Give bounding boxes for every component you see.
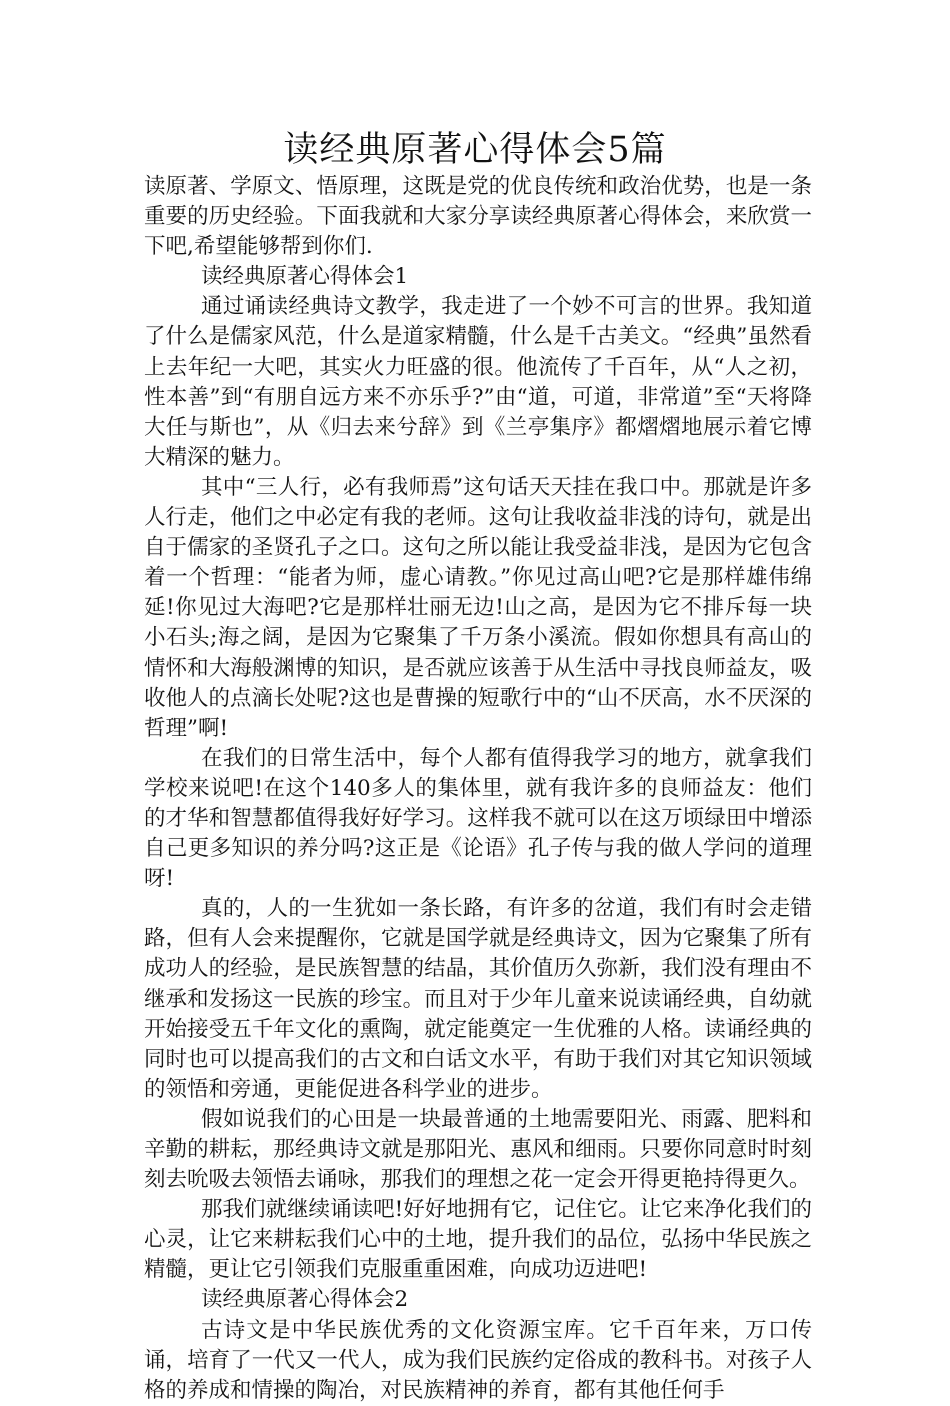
body-paragraph: 那我们就继续诵读吧!好好地拥有它，记住它。让它来净化我们的心灵，让它来耕耘我们心中的土地，提升我们的品位，弘扬中华民族之精髓，更让它引领我们克服重重困难，向成功迈进吧! bbox=[144, 1197, 812, 1283]
intro-paragraph: 读原著、学原文、悟原理，这既是党的优良传统和政治优势，也是一条重要的历史经验。下面我就和大家分享读经典原著心得体会，来欣赏一下吧,希望能够帮到你们. bbox=[144, 174, 812, 260]
body-paragraph: 其中“三人行，必有我师焉”这句话天天挂在我口中。那就是许多人行走，他们之中必定有我的老师。这句让我收益非浅的诗句，就是出自于儒家的圣贤孔子之口。这句之所以能让我受益非浅，是因为它包含着一个哲理：“能者为师，虚心请教。”你见过高山吧?它是那样雄伟绵延!你见过大海吧?它是那样壮丽无边!山之高，是因为它不排斥每一块小石头;海之阔，是因为它聚集了千万条小溪流。假如你想具有高山的情怀和大海般渊博的知识，是否就应该善于从生活中寻找良师益友，吸收他人的点滴长处呢?这也是曹操的短歌行中的“山不厌高，水不厌深的哲理”啊! bbox=[144, 474, 812, 741]
body-paragraph: 假如说我们的心田是一块最普通的土地需要阳光、雨露、肥料和辛勤的耕耘，那经典诗文就是那阳光、惠风和细雨。只要你同意时时刻刻去吮吸去领悟去诵咏，那我们的理想之花一定会开得更艳持得更久。 bbox=[144, 1106, 812, 1193]
document-title: 读经典原著心得体会5篇 bbox=[283, 130, 667, 170]
document-body bbox=[144, 172, 812, 1406]
section-heading-2: 读经典原著心得体会2 bbox=[201, 1287, 409, 1313]
section-heading-1: 读经典原著心得体会1 bbox=[201, 264, 409, 290]
body-paragraph: 通过诵读经典诗文教学，我走进了一个妙不可言的世界。我知道了什么是儒家风范，什么是道家精髓，什么是千古美文。“经典”虽然看上去年纪一大吧，其实火力旺盛的很。他流传了千百年，从“人之初，性本善”到“有朋自远方来不亦乐乎?”由“道，可道，非常道”至“天将降大任与斯也”，从《归去来兮辞》到《兰亭集序》都熠熠地展示着它博大精深的魅力。 bbox=[144, 294, 812, 470]
body-paragraph: 古诗文是中华民族优秀的文化资源宝库。它千百年来，万口传诵，培育了一代又一代人，成为我们民族约定俗成的教科书。对孩子人格的养成和情操的陶冶，对民族精神的养育，都有其他任何手 bbox=[144, 1317, 812, 1403]
body-paragraph: 真的，人的一生犹如一条长路，有许多的岔道，我们有时会走错路，但有人会来提醒你，它就是国学就是经典诗文，因为它聚集了所有成功人的经验，是民族智慧的结晶，其价值历久弥新，我们没有理由不继承和发扬这一民族的珍宝。而且对于少年儿童来说读诵经典，自幼就开始接受五千年文化的熏陶，就定能奠定一生优雅的人格。读诵经典的同时也可以提高我们的古文和白话文水平，有助于我们对其它知识领域的领悟和旁通，更能促进各科学业的进步。 bbox=[144, 896, 812, 1102]
body-paragraph: 在我们的日常生活中，每个人都有值得我学习的地方，就拿我们学校来说吧!在这个140多人的集体里，就有我许多的良师益友：他们的才华和智慧都值得我好好学习。这样我不就可以在这万顷绿田中增添自己更多知识的养分吗?这正是《论语》孔子传与我的做人学问的道理呀! bbox=[144, 745, 812, 892]
